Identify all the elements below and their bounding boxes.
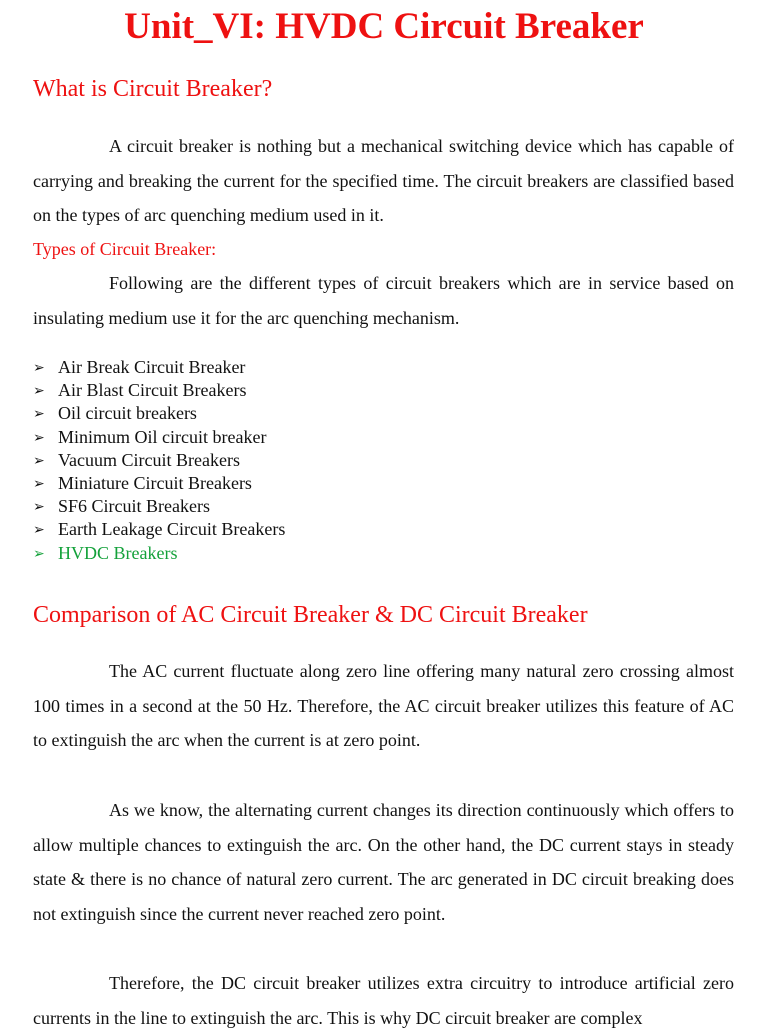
arrow-bullet-icon: ➢: [33, 406, 45, 423]
list-item: ➢ Miniature Circuit Breakers: [33, 472, 285, 495]
list-item-highlighted: ➢ HVDC Breakers: [33, 542, 285, 565]
list-item: ➢ Air Blast Circuit Breakers: [33, 379, 285, 402]
breaker-types-list: [33, 356, 285, 565]
paragraph-types-intro: Following are the different types of circuit breakers which are in service based on insulating medium use it for the arc quenching mechanism.: [33, 273, 734, 328]
list-item: ➢ Vacuum Circuit Breakers: [33, 449, 285, 472]
arrow-bullet-icon: ➢: [33, 545, 45, 562]
list-item: ➢ Minimum Oil circuit breaker: [33, 426, 285, 449]
list-item: ➢ SF6 Circuit Breakers: [33, 495, 285, 518]
arrow-bullet-icon: ➢: [33, 360, 45, 376]
list-item: ➢ Oil circuit breakers: [33, 402, 285, 425]
page-title: Unit_VI: HVDC Circuit Breaker: [124, 6, 644, 47]
arrow-bullet-icon: ➢: [33, 383, 45, 400]
arrow-bullet-icon: ➢: [33, 499, 45, 516]
arrow-bullet-icon: ➢: [33, 475, 45, 492]
paragraph-ac-zero-crossing: The AC current fluctuate along zero line offering many natural zero crossing almost 100 times in a second at the 50 Hz. Therefore, the AC circuit breaker utilizes this feature of AC to extinguish the arc when the current is at zero point.: [33, 661, 734, 750]
paragraph-dc-steady-state: As we know, the alternating current changes its direction continuously which offers to allow multiple chances to extinguish the arc. On the other hand, the DC current stays in steady state & there is no chance of natural zero current. The arc generated in DC circuit breaking does not extinguish since the current never reached zero point.: [33, 800, 734, 924]
list-item: ➢ Air Break Circuit Breaker: [33, 356, 285, 379]
list-item: ➢ Earth Leakage Circuit Breakers: [33, 518, 285, 541]
paragraph-dc-extra-circuitry: Therefore, the DC circuit breaker utilizes extra circuitry to introduce artificial zero currents in the line to extinguish the arc. This is why DC circuit breaker are complex: [33, 973, 734, 1028]
arrow-bullet-icon: ➢: [33, 429, 45, 446]
arrow-bullet-icon: ➢: [33, 452, 45, 469]
heading-comparison: Comparison of AC Circuit Breaker & DC Circuit Breaker: [33, 602, 588, 628]
heading-what-is-circuit-breaker: What is Circuit Breaker?: [33, 76, 273, 102]
paragraph-definition: A circuit breaker is nothing but a mechanical switching device which has capable of carrying and breaking the current for the specified time. The circuit breakers are classified based on the types of arc quenching medium used in it.: [33, 136, 734, 225]
arrow-bullet-icon: ➢: [33, 522, 45, 539]
subheading-types: Types of Circuit Breaker:: [33, 239, 217, 259]
